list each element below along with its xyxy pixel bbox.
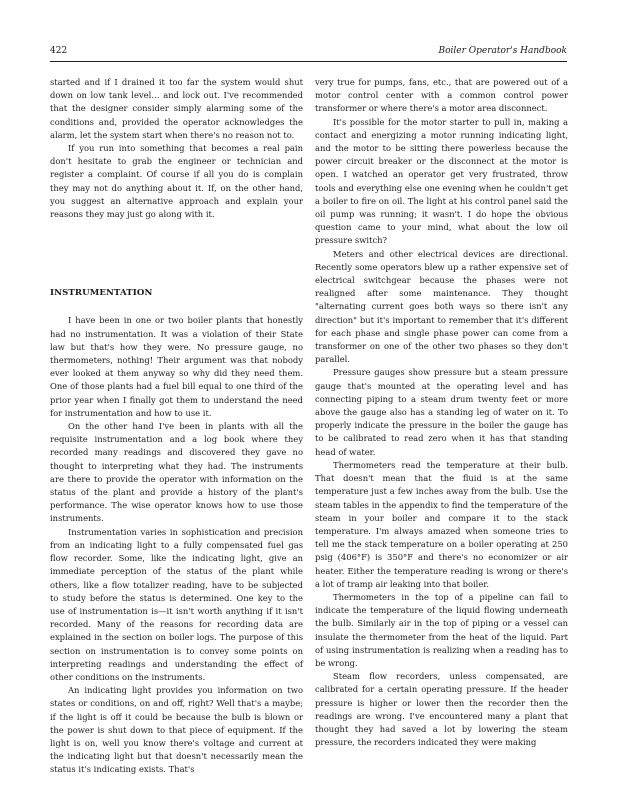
section-heading: INSTRUMENTATION [50, 288, 153, 299]
paragraph: It's possible for the motor starter to pull in, making a contact and energizing a motor running indicating light, and the motor to be sitting there powerless because the power circuit breaker or the disconnect at the motor is open. I watched an operator get very frustrated, throw tools and everything else one evening when he couldn't get a boiler to fire on oil. The light at his control panel said the oil pump was running; it wasn't. I do hope the obvious question came to your mind, what about the low oil pressure switch? [315, 116, 568, 246]
page-number: 422 [50, 46, 68, 56]
header-rule [50, 61, 567, 62]
paragraph: Pressure gauges show pressure but a steam pressure gauge that's mounted at the operating level and has connecting piping to a steam drum twenty feet or more above the gauge also has a standing leg of water on it. To properly indicate the pressure in the boiler the gauge has to be calibrated to read zero when it has that standing head of water. [315, 367, 568, 457]
section-spacer [50, 221, 303, 274]
paragraph: Steam flow recorders, unless compensated, are calibrated for a certain operating pressure. If the header pressure is higher or lower then the recorder then the readings are wrong. I've encountered many a plant that thought they had saved a lot by lowering the steam pressure, the recorders indicated they were making [315, 671, 568, 748]
paragraph: On the other hand I've been in plants with all the requisite instrumentation and a log book where they recorded many readings and discovered they gave no thought to interpreting what they had. The instruments are there to provide the operator with information on the status of the plant and provide a history of the plant's performance. The wise operator knows how to use those instruments. [50, 421, 303, 524]
paragraph: I have been in one or two boiler plants that honestly had no instrumentation. It was a violation of their State law but that's how they were. No pressure gauge, no thermometers, nothing! Their argument was that nobody ever looked at them anyway so why did they need them. One of those plants had a fuel bill equal to one third of the prior year when I finally got them to understand the need for instrumentation and how to use it. [50, 315, 303, 418]
running-header [50, 44, 567, 58]
paragraph: Thermometers in the top of a pipeline can fail to indicate the temperature of the liquid flowing underneath the bulb. Similarly air in the top of piping or a vessel can insulate the thermometer from the heat of the liquid. Part of using instrumentation is realizing when a reading has to be wrong. [315, 591, 568, 668]
paragraph: very true for pumps, fans, etc., that are powered out of a motor control center with a common control power transformer or where there's a motor area disconnect. [315, 77, 568, 114]
paragraph: Instrumentation varies in sophistication and precision from an indicating light to a fully compensated fuel gas flow recorder. Some, like the indicating light, give an immediate perception of the status of the plant while others, like a flow totalizer reading, have to be subjected to study before the status is determined. One key to the use of instrumentation is—it isn't worth anything if it isn't recorded. Many of the reasons for recording data are explained in the section on boiler logs. The purpose of this section on instrumentation is to convey some points on interpreting readings and understanding the effect of other conditions on the instruments. [50, 526, 303, 682]
paragraph: Meters and other electrical devices are directional. Recently some operators blew up a rather expensive set of electrical switchgear because the phases were not realigned after some maintenance. They thought "alternating current goes both ways so there isn't any direction" but it's important to remember that it's different for each phase and single phase power can come from a transformer on one of the other two phases so they don't parallel. [315, 248, 568, 365]
book-title: Boiler Operator's Handbook [438, 46, 567, 56]
paragraph: If you run into something that becomes a real pain don't hesitate to grab the engineer or technician and register a complaint. Of course if all you do is complain they may not do anything about it. If, on the other hand, you suggest an alternative approach and explain your reasons they may just go along with it. [50, 143, 303, 220]
paragraph: started and if I drained it too far the system would shut down on low tank level… and lock out. I've recommended that the designer consider simply alarming some of the conditions and, provided the operator acknowledges the alarm, let the system start when there's no reason not to. [50, 77, 303, 140]
paragraph: An indicating light provides you information on two states or conditions, on and off, right? Well that's a maybe; if the light is off it could be because the bulb is blown or the power is shut down to that piece of equipment. If the light is on, well you know there's voltage and current at the indicating light but that doesn't necessarily mean the status it's indicating exists. That's [50, 685, 303, 775]
left-column [50, 76, 303, 777]
paragraph: Thermometers read the temperature at their bulb. That doesn't mean that the fluid is at the same temperature just a few inches away from the bulb. Use the steam tables in the appendix to find the temperature of the steam in your boiler and compare it to the stack temperature. I'm always amazed when someone tries to tell me the stack temperature on a boiler operating at 250 psig (406°F) is 350°F and there's no economizer or air heater. Either the temperature reading is wrong or there's a lot of tramp air leaking into that boiler. [315, 459, 568, 589]
right-column [315, 76, 568, 749]
